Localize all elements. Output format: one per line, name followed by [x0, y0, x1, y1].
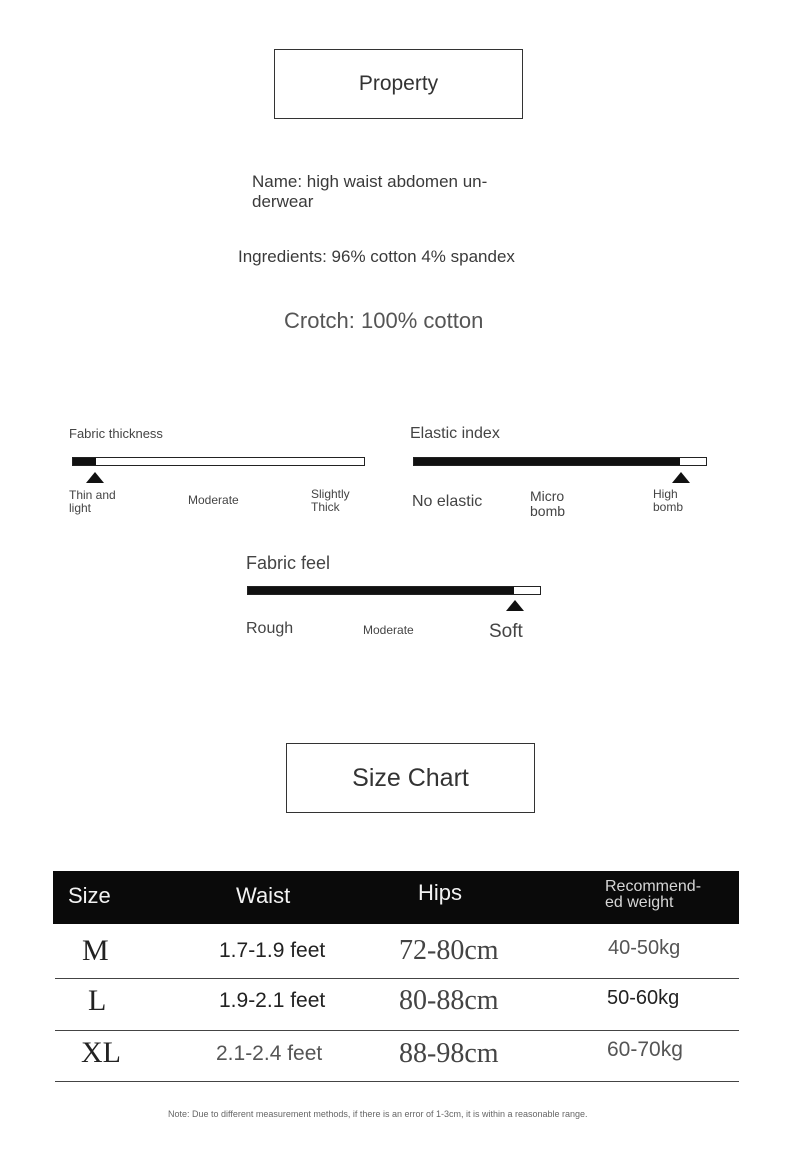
elastic-index-bar	[413, 457, 707, 466]
row-l-waist: 1.9-2.1 feet	[219, 989, 326, 1012]
fabric-thickness-bar	[72, 457, 365, 466]
row-m-hips: 72-80cm	[399, 935, 499, 966]
property-title-box	[274, 49, 523, 119]
header-hips: Hips	[418, 880, 463, 905]
header-waist: Waist	[236, 883, 291, 908]
elastic-index-marker	[672, 472, 690, 483]
row-m-size: M	[82, 934, 109, 967]
row-l-weight: 50-60kg	[607, 987, 680, 1009]
fabric-feel-fill	[248, 587, 514, 594]
row-divider	[55, 1030, 739, 1031]
fabric-feel-marker	[506, 600, 524, 611]
elastic-index-title: Elastic index	[410, 425, 500, 442]
elastic-index-label-low: No elastic	[412, 493, 483, 510]
fabric-thickness-title: Fabric thickness	[69, 426, 163, 441]
row-l-size: L	[88, 984, 107, 1017]
fabric-feel-label-low: Rough	[246, 620, 294, 637]
measurement-note: Note: Due to different measurement methods, if there is an error of 1-3cm, it is within a reasonable range.	[168, 1109, 588, 1119]
elastic-index-label-high: High bomb	[653, 487, 684, 514]
row-divider	[55, 978, 739, 979]
product-name: Name: high waist abdomen un- derwear	[252, 172, 488, 211]
fabric-feel-label-mid: Moderate	[363, 623, 414, 637]
fabric-thickness-fill	[73, 458, 96, 465]
size-chart-title: Size Chart	[352, 763, 469, 792]
elastic-index-fill	[414, 458, 680, 465]
fabric-thickness-label-low: Thin and light	[69, 488, 116, 515]
fabric-thickness-label-mid: Moderate	[188, 493, 239, 507]
row-divider	[55, 1081, 739, 1082]
fabric-feel-bar	[247, 586, 541, 595]
fabric-thickness-label-high: Slightly Thick	[311, 487, 350, 514]
fabric-thickness-marker	[86, 472, 104, 483]
row-l-hips: 80-88cm	[399, 985, 499, 1016]
product-ingredients: Ingredients: 96% cotton 4% spandex	[238, 247, 515, 266]
product-crotch: Crotch: 100% cotton	[284, 308, 484, 333]
row-xl-waist: 2.1-2.4 feet	[216, 1042, 323, 1065]
row-xl-weight: 60-70kg	[607, 1038, 683, 1061]
fabric-feel-label-high: Soft	[489, 621, 523, 642]
row-m-weight: 40-50kg	[608, 937, 681, 959]
size-table-header	[53, 871, 739, 924]
row-m-waist: 1.7-1.9 feet	[219, 939, 326, 962]
size-chart-title-box	[286, 743, 535, 813]
row-xl-size: XL	[81, 1036, 121, 1069]
header-size: Size	[68, 883, 111, 908]
elastic-index-label-mid: Micro bomb	[530, 488, 566, 519]
row-xl-hips: 88-98cm	[399, 1038, 499, 1069]
header-weight: Recommend- ed weight	[605, 878, 702, 911]
fabric-feel-title: Fabric feel	[246, 553, 331, 573]
property-title: Property	[358, 72, 439, 95]
